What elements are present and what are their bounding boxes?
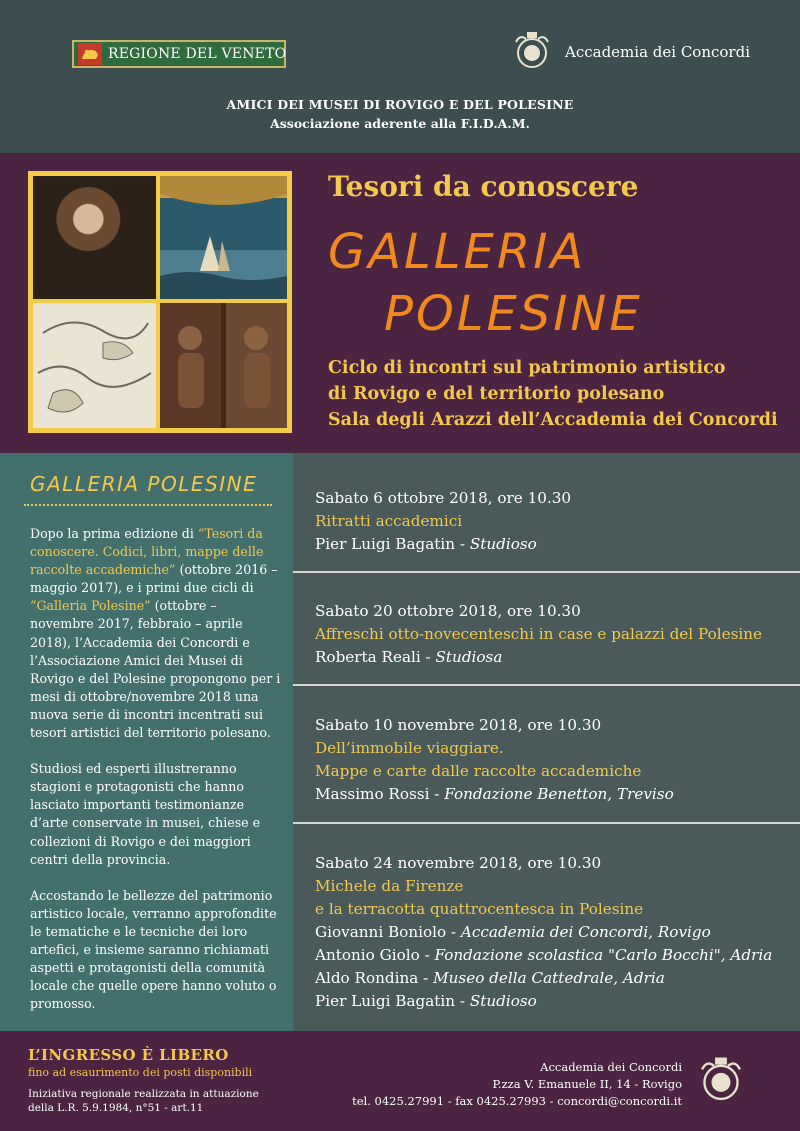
contact-phone-email: tel. 0425.27991 - fax 0425.27993 - concordi@concordi.it: [352, 1094, 682, 1108]
event-date: Sabato 24 novembre 2018, ore 10.30: [315, 854, 602, 872]
event-item: [315, 714, 785, 806]
artwork-collage: [28, 171, 292, 433]
event-item: [315, 600, 785, 669]
amici-heading: AMICI DEI MUSEI DI ROVIGO E DEL POLESINE: [226, 97, 574, 112]
event-date: Sabato 10 novembre 2018, ore 10.30: [315, 716, 602, 734]
free-entry-subnote: fino ad esaurimento dei posti disponibili: [28, 1066, 253, 1079]
event-topic: Ritratti accademici: [315, 512, 463, 530]
banner-subtitle-3: Sala degli Arazzi dell’Accademia dei Concordi: [328, 410, 778, 430]
portrait-painting: [33, 176, 156, 299]
event-topic-line2: Mappe e carte dalle raccolte accademiche: [315, 762, 642, 780]
event-speaker: Aldo Rondina - Museo della Cattedrale, Adria: [315, 969, 665, 987]
law-reference-1: Iniziativa regionale realizzata in attuazione: [28, 1088, 259, 1100]
event-topic: Dell’immobile viaggiare.: [315, 739, 504, 757]
event-speaker: Antonio Giolo - Fondazione scolastica "Carlo Bocchi", Adria: [315, 946, 773, 964]
event-date: Sabato 20 ottobre 2018, ore 10.30: [315, 602, 581, 620]
event-topic: Affreschi otto-novecenteschi in case e palazzi del Polesine: [315, 625, 762, 643]
intro-title: GALLERIA POLESINE: [30, 472, 258, 496]
accademia-crest-icon: [510, 30, 554, 74]
intro-paragraph-2: Studiosi ed esperti illustreranno stagioni e protagonisti che hanno lasciato importanti testimonianze d’arte conservate in musei, chiese e collezioni di Rovigo e dei maggiori centri della provincia.: [30, 761, 261, 867]
banner-title-line2: POLESINE: [384, 286, 643, 342]
event-topic-line2: e la terracotta quattrocentesca in Polesine: [315, 900, 644, 918]
event-item: [315, 487, 785, 556]
banner-subtitle-2: di Rovigo e del territorio polesano: [328, 384, 665, 404]
event-topic: Michele da Firenze: [315, 877, 464, 895]
intro-divider: [24, 504, 272, 506]
event-separator: [293, 571, 800, 573]
terracotta-relief: [160, 303, 287, 428]
event-speaker: Massimo Rossi - Fondazione Benetton, Treviso: [315, 785, 674, 803]
intro-text: [30, 525, 282, 1031]
intro-paragraph-3: Accostando le bellezze del patrimonio artistico locale, verranno approfondite le tematiche e le tecniche dei loro artefici, e insieme saranno richiamati aspetti e protagonisti della comunità locale che quelle opere hanno voluto o promosso.: [30, 887, 277, 1012]
banner-kicker: Tesori da conoscere: [328, 170, 639, 203]
associazione-line: Associazione aderente alla F.I.D.A.M.: [270, 116, 530, 131]
intro-paragraph-1: Dopo la prima edizione di “Tesori da conoscere. Codici, libri, mappe delle raccolte accademiche” (ottobre 2016 – maggio 2017), e i primi due cicli di “Galleria Polesine” (ottobre – novembre 2017, febbraio – aprile 2018), l’Accademia dei Concordi e l’Associazione Amici dei Musei di Rovigo e del Polesine propongono per i mesi di ottobre/novembre 2018 una nuova serie di incontri incentrati sui tesori artistici del territorio polesano.: [30, 526, 281, 741]
seascape-fresco: [160, 176, 287, 299]
accademia-name: Accademia dei Concordi: [565, 43, 751, 61]
contact-address: P.zza V. Emanuele II, 14 - Rovigo: [492, 1077, 682, 1091]
antique-map: [33, 303, 156, 428]
event-separator: [293, 684, 800, 686]
event-item: [315, 852, 785, 1013]
regione-veneto-logo: [72, 40, 286, 68]
law-reference-2: della L.R. 5.9.1984, n°51 - art.11: [28, 1102, 204, 1114]
event-speaker: Pier Luigi Bagatin - Studioso: [315, 992, 537, 1010]
free-entry-notice: L’INGRESSO È LIBERO: [28, 1046, 229, 1064]
contact-name: Accademia dei Concordi: [540, 1060, 682, 1074]
lion-of-st-mark-icon: [78, 42, 102, 66]
event-speaker: Giovanni Boniolo - Accademia dei Concordi, Rovigo: [315, 923, 711, 941]
banner-title-line1: GALLERIA: [328, 224, 587, 280]
event-speaker: Pier Luigi Bagatin - Studioso: [315, 535, 537, 553]
event-separator: [293, 822, 800, 824]
banner-subtitle-1: Ciclo di incontri sul patrimonio artistico: [328, 358, 726, 378]
regione-label: REGIONE DEL VENETO: [108, 46, 287, 62]
event-date: Sabato 6 ottobre 2018, ore 10.30: [315, 489, 572, 507]
accademia-crest-icon: [695, 1054, 747, 1106]
event-speaker: Roberta Reali - Studiosa: [315, 648, 503, 666]
